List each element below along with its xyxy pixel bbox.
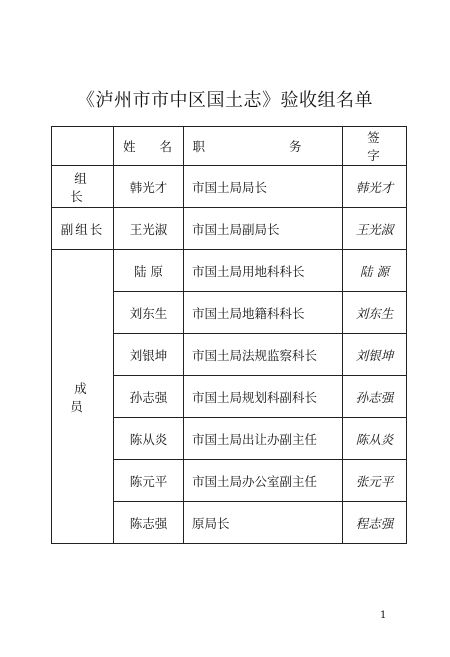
member-duty: 市国土局法规监察科长 — [184, 334, 343, 376]
role-deputy: 副组长 — [52, 208, 114, 250]
member-signature: 孙志强 — [343, 376, 407, 418]
member-duty: 市国土局规划科副科长 — [184, 376, 343, 418]
header-role-cell — [52, 127, 114, 166]
inspection-team-table — [51, 126, 407, 544]
member-duty: 市国土局出让办副主任 — [184, 418, 343, 460]
member-signature: 张元平 — [343, 460, 407, 502]
header-sign: 签 字 — [343, 127, 407, 166]
member-signature: 程志强 — [343, 502, 407, 544]
header-duty: 职 务 — [184, 127, 343, 166]
role-member: 成 员 — [52, 250, 114, 544]
member-name: 陈元平 — [114, 460, 184, 502]
member-duty: 市国土局副局长 — [184, 208, 343, 250]
member-name: 孙志强 — [114, 376, 184, 418]
table-header-row — [52, 127, 407, 166]
table-row — [52, 250, 407, 292]
member-signature: 韩光才 — [343, 166, 407, 208]
member-duty: 市国土局办公室副主任 — [184, 460, 343, 502]
member-duty: 市国土局用地科科长 — [184, 250, 343, 292]
member-signature: 陈从炎 — [343, 418, 407, 460]
member-signature: 刘东生 — [343, 292, 407, 334]
member-name: 刘东生 — [114, 292, 184, 334]
member-name: 陆 原 — [114, 250, 184, 292]
role-leader: 组 长 — [52, 166, 114, 208]
member-name: 陈从炎 — [114, 418, 184, 460]
member-signature: 王光淑 — [343, 208, 407, 250]
member-name: 王光淑 — [114, 208, 184, 250]
member-name: 韩光才 — [114, 166, 184, 208]
member-name: 刘银坤 — [114, 334, 184, 376]
member-signature: 陆 源 — [343, 250, 407, 292]
page-number: 1 — [380, 610, 387, 621]
header-name: 姓 名 — [114, 127, 184, 166]
table-row — [52, 208, 407, 250]
member-duty: 市国土局局长 — [184, 166, 343, 208]
member-signature: 刘银坤 — [343, 334, 407, 376]
member-duty: 原局长 — [184, 502, 343, 544]
member-name: 陈志强 — [114, 502, 184, 544]
member-duty: 市国土局地籍科科长 — [184, 292, 343, 334]
document-title: 《泸州市市中区国土志》验收组名单 — [77, 90, 373, 111]
table-row — [52, 166, 407, 208]
